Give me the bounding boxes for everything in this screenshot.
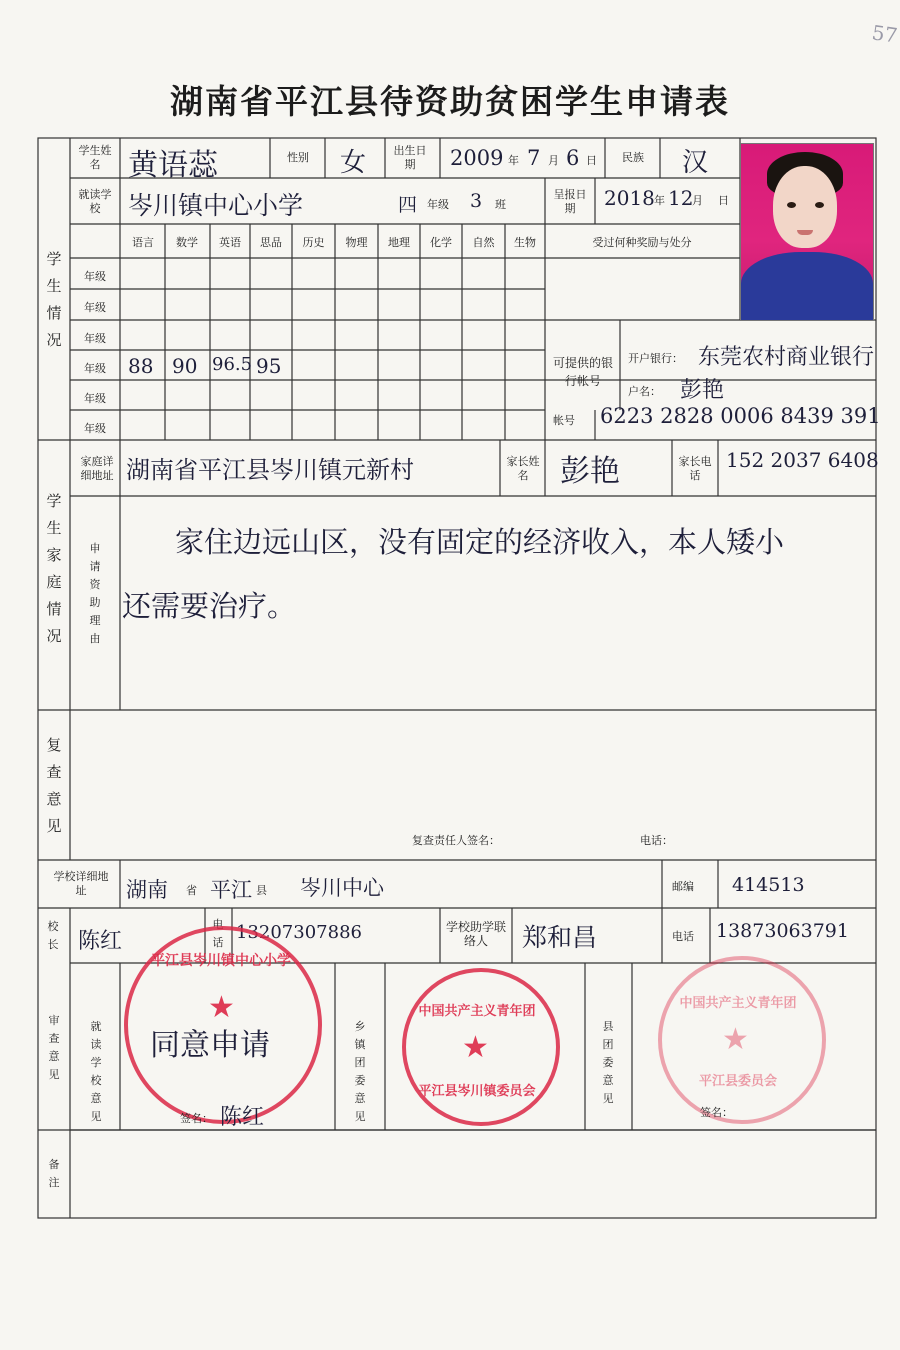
postcode-value: 414513 bbox=[732, 874, 805, 896]
birth-month-unit: 月 bbox=[548, 154, 559, 167]
grade-row-label: 年级 bbox=[84, 270, 106, 283]
birth-day-unit: 日 bbox=[586, 154, 597, 167]
parent-name-value: 彭艳 bbox=[560, 454, 620, 489]
town-stamp-top: 中国共产主义青年团 bbox=[418, 1004, 536, 1019]
score-cell: 96.5 bbox=[212, 354, 253, 375]
school-opinion-label: 就读学校意见 bbox=[90, 1020, 102, 1123]
section-remarks-label: 备注 bbox=[48, 1158, 60, 1189]
grade-value: 四 bbox=[398, 194, 418, 216]
gender-value: 女 bbox=[340, 148, 367, 178]
school-value: 岑川镇中心小学 bbox=[128, 191, 304, 220]
report-year-unit: 年 bbox=[654, 194, 665, 207]
section-audit-label: 审查意见 bbox=[48, 1014, 60, 1081]
school-address-school: 岑川中心 bbox=[300, 876, 384, 900]
subject-header: 英语 bbox=[219, 236, 241, 249]
town-opinion-label: 乡镇团委意见 bbox=[354, 1020, 366, 1123]
grade-row-label: 年级 bbox=[84, 301, 106, 314]
score-cell: 95 bbox=[256, 354, 282, 378]
subject-header: 自然 bbox=[472, 236, 495, 249]
subject-header: 语言 bbox=[132, 236, 154, 249]
school-address-label: 学校详细地 址 bbox=[53, 870, 120, 897]
ethnicity-value: 汉 bbox=[682, 148, 709, 178]
parent-phone-value: 152 2037 6408 bbox=[726, 448, 879, 472]
page-number: 57 bbox=[870, 20, 899, 48]
gender-label: 性别 bbox=[287, 151, 309, 164]
reviewer-label: 复查责任人签名： bbox=[412, 834, 500, 847]
birth-year-unit: 年 bbox=[508, 154, 519, 167]
birth-month-value: 7 bbox=[527, 146, 541, 170]
town-stamp-star-icon: ★ bbox=[462, 1030, 489, 1065]
subject-header: 历史 bbox=[302, 236, 325, 249]
principal-label: 校长 bbox=[47, 920, 59, 951]
report-date-label: 呈报日期 bbox=[553, 188, 587, 215]
school-stamp-text: 平江县岑川镇中心小学 bbox=[151, 953, 291, 969]
review-phone-label: 电话： bbox=[640, 834, 673, 847]
reason-label: 申请资助理由 bbox=[89, 542, 101, 645]
report-month-value: 12 bbox=[668, 186, 694, 210]
section-student-label: 学生情况 bbox=[46, 250, 62, 349]
bank-info-label: 可提供的银行帐号 bbox=[552, 356, 613, 388]
class-unit: 班 bbox=[495, 198, 506, 211]
contact-value: 郑和昌 bbox=[522, 923, 598, 952]
score-cell: 90 bbox=[172, 354, 198, 378]
bank-label: 开户银行： bbox=[628, 352, 683, 365]
principal-phone-value: 13207307886 bbox=[236, 922, 362, 943]
county-unit: 县 bbox=[256, 884, 267, 897]
subject-header: 化学 bbox=[430, 236, 452, 249]
grade-row-label: 年级 bbox=[84, 332, 106, 345]
parent-phone-label: 家长电话 bbox=[678, 455, 712, 482]
birth-day-value: 6 bbox=[566, 146, 580, 170]
student-photo bbox=[740, 143, 874, 321]
subject-header: 数学 bbox=[176, 236, 198, 249]
postcode-label: 邮编 bbox=[672, 880, 694, 893]
town-stamp-bottom: 平江县岑川镇委员会 bbox=[418, 1084, 536, 1099]
province-unit: 省 bbox=[186, 884, 197, 897]
account-no-value: 6223 2828 0006 8439 391 bbox=[600, 404, 881, 428]
address-label: 家庭详细地址 bbox=[80, 455, 114, 482]
report-month-unit: 月 bbox=[692, 194, 703, 207]
student-name-label: 学生姓名 bbox=[78, 144, 112, 171]
student-name-value: 黄语蕊 bbox=[128, 148, 218, 183]
principal-signature: 陈红 bbox=[78, 929, 123, 954]
account-name-label: 户名： bbox=[628, 385, 661, 398]
reason-line1: 家住边远山区，没有固定的经济收入，本人矮小 bbox=[175, 525, 785, 559]
form-title: 湖南省平江县待资助贫困学生申请表 bbox=[170, 82, 730, 121]
principal-phone-label: 电话 bbox=[212, 918, 224, 949]
sign-label: 签名： bbox=[180, 1112, 213, 1125]
account-name-value: 彭艳 bbox=[680, 378, 725, 403]
birth-date-label: 出生日期 bbox=[393, 144, 427, 171]
section-family-label: 学生家庭情况 bbox=[46, 492, 62, 645]
subject-header: 物理 bbox=[345, 236, 368, 249]
school-opinion-value: 同意申请 bbox=[150, 1028, 270, 1063]
grade-row-label: 年级 bbox=[84, 362, 106, 375]
contact-phone-label: 电话 bbox=[672, 930, 694, 943]
class-value: 3 bbox=[470, 190, 483, 212]
county-stamp-top: 中国共产主义青年团 bbox=[679, 996, 797, 1011]
contact-label: 学校助学联络人 bbox=[446, 920, 507, 948]
section-review-label: 复查意见 bbox=[46, 736, 62, 835]
county-stamp-bottom: 平江县委员会 bbox=[698, 1074, 777, 1089]
report-day-unit: 日 bbox=[718, 194, 729, 207]
county-opinion-label: 县团委意见 bbox=[602, 1020, 614, 1105]
awards-header: 受过何种奖励与处分 bbox=[592, 236, 692, 249]
bank-value: 东莞农村商业银行 bbox=[698, 345, 875, 370]
subject-header: 生物 bbox=[514, 236, 536, 249]
subject-header: 地理 bbox=[388, 236, 410, 249]
school-address-province: 湖南 bbox=[126, 878, 168, 902]
school-signature: 陈红 bbox=[220, 1105, 265, 1130]
school-address-county: 平江 bbox=[210, 878, 252, 902]
score-cell: 88 bbox=[128, 354, 154, 378]
grade-row-label: 年级 bbox=[84, 392, 106, 405]
parent-name-label: 家长姓名 bbox=[506, 455, 540, 482]
ethnicity-label: 民族 bbox=[622, 151, 644, 164]
account-no-label: 帐号 bbox=[553, 414, 575, 427]
school-stamp-star-icon: ★ bbox=[208, 990, 235, 1025]
subject-header: 思品 bbox=[260, 236, 282, 249]
birth-year-value: 2009 bbox=[450, 146, 504, 170]
grade-row-label: 年级 bbox=[84, 422, 106, 435]
contact-phone-value: 13873063791 bbox=[716, 920, 849, 942]
county-stamp-star-icon: ★ bbox=[722, 1022, 749, 1057]
report-year-value: 2018 bbox=[604, 186, 655, 210]
grade-unit: 年级 bbox=[427, 198, 449, 211]
school-label: 就读学校 bbox=[78, 188, 112, 215]
county-sign-label: 签名： bbox=[700, 1106, 733, 1119]
address-value: 湖南省平江县岑川镇元新村 bbox=[126, 456, 414, 484]
reason-line2: 还需要治疗。 bbox=[122, 589, 297, 623]
